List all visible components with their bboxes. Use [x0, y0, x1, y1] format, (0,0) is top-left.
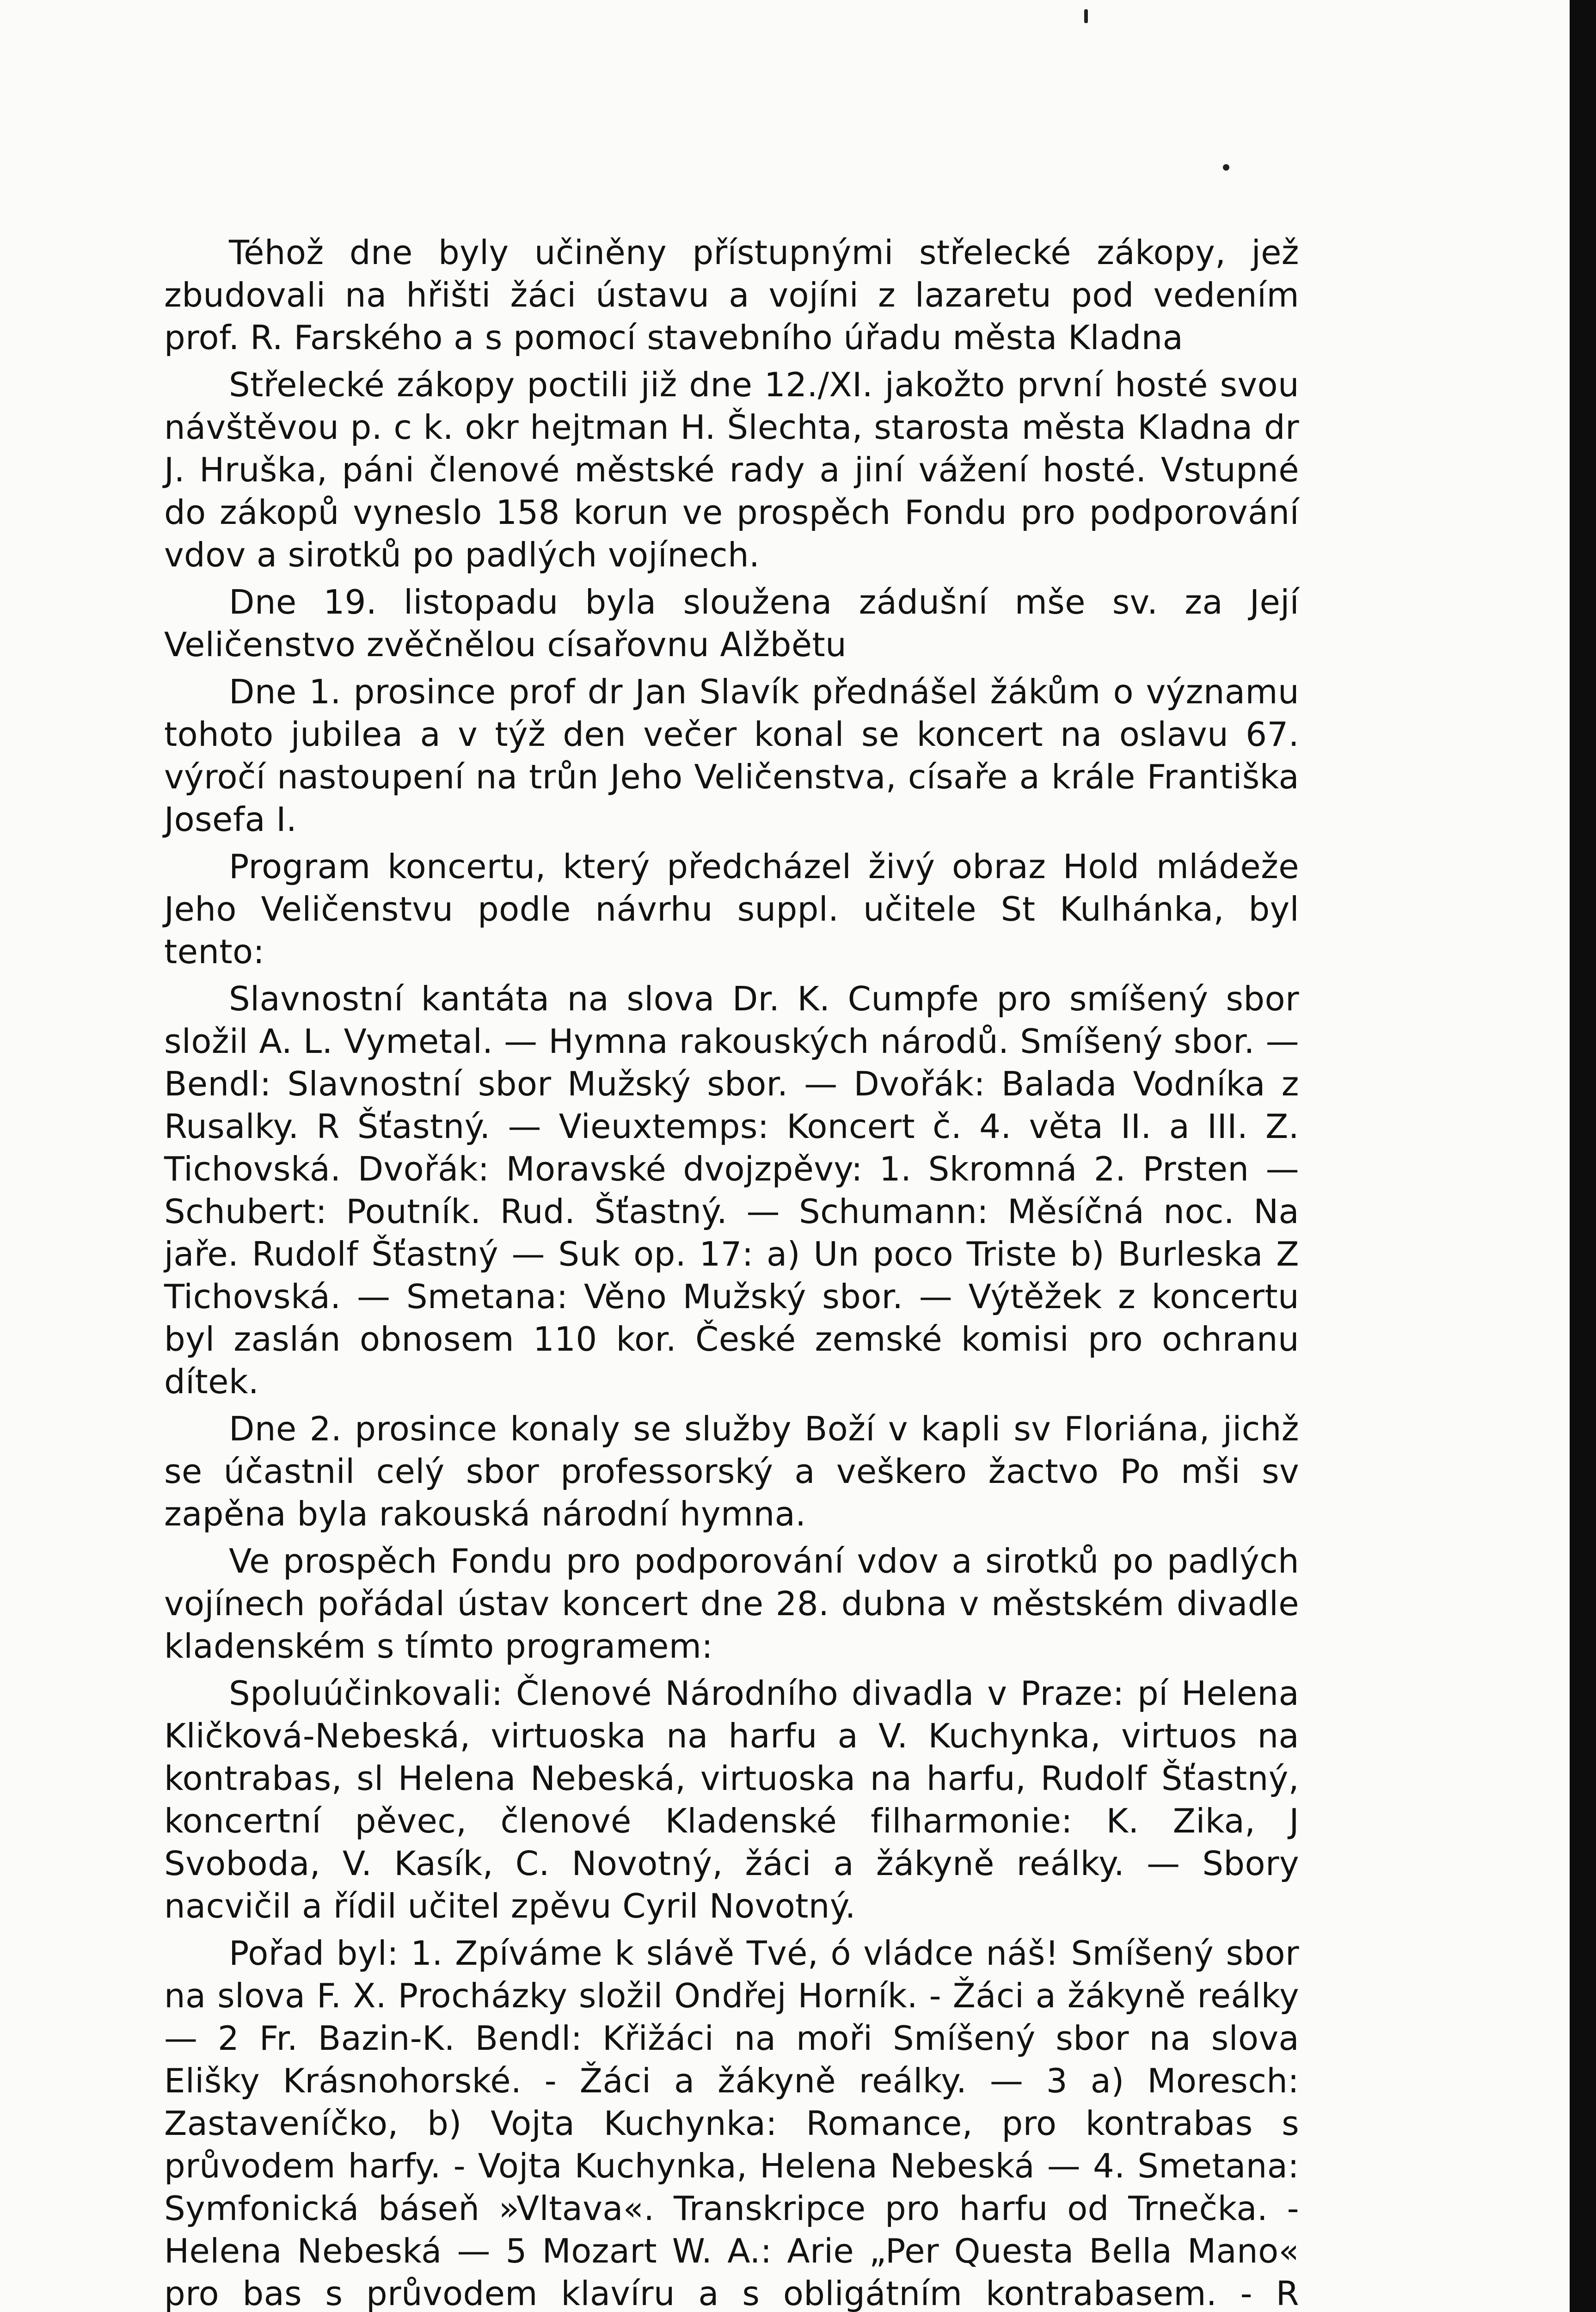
paragraph: Slavnostní kantáta na slova Dr. K. Cumpfe pro smíšený sbor složil A. L. Vymetal. — Hymna rakouských národů. Smíšený sbor. — Bendl: Slavnostní sbor Mužský sbor. — Dvořák: Balada Vodníka z Rusalky. R Šťastný. — Vieuxtemps: Koncert č. 4. věta II. a III. Z. Tichovská. Dvořák: Moravské dvojzpěvy: 1. Skromná 2. Prsten — Schubert: Poutník. Rud. Šťastný. — Schumann: Měsíčná noc. Na jaře. Rudolf Šťastný — Suk op. 17: a) Un poco Triste b) Burleska Z Tichovská. — Smetana: Věno Mužský sbor. — Výtěžek z koncertu byl zaslán obnosem 110 kor. České zemské komisi pro ochranu dítek.: [164, 979, 1299, 1401]
paragraph: Ve prospěch Fondu pro podporování vdov a sirotků po padlých vojínech pořádal ústav koncert dne 28. dubna v městském divadle kladenském s tímto programem:: [164, 1542, 1299, 1666]
paragraph: Dne 2. prosince konaly se služby Boží v kapli sv Floriána, jichž se účastnil celý sbor professorský a veškero žactvo Po mši sv zapěna byla rakouská národní hymna.: [164, 1409, 1299, 1533]
paragraph: Dne 19. listopadu byla sloužena zádušní mše sv. za Její Veličenstvo zvěčnělou císařovnu Alžbětu: [164, 583, 1299, 664]
scan-edge-right: [1570, 0, 1596, 2312]
body-text: [164, 231, 1299, 2312]
speck-mark: [1084, 9, 1088, 23]
speck-mark: [1223, 164, 1229, 171]
paragraph: Pořad byl: 1. Zpíváme k slávě Tvé, ó vládce náš! Smíšený sbor na slova F. X. Procházky složil Ondřej Horník. - Žáci a žákyně reálky — 2 Fr. Bazin-K. Bendl: Křižáci na moři Smíšený sbor na slova Elišky Krásnohorské. - Žáci a žákyně reálky. — 3 a) Moresch: Zastaveníčko, b) Vojta Kuchynka: Romance, pro kontrabas s průvodem harfy. - Vojta Kuchynka, Helena Nebeská — 4. Smetana: Symfonická báseň »Vltava«. Transkripce pro harfu od Trnečka. - Helena Nebeská — 5 Mozart W. A.: Arie „Per Questa Bella Mano« pro bas s průvodem klavíru a s obligátním kontrabasem. - R: [164, 1934, 1299, 2312]
paragraph: Téhož dne byly učiněny přístupnými střelecké zákopy, jež zbudovali na hřišti žáci ústavu a vojíni z lazaretu pod vedením prof. R. Farského a s pomocí stavebního úřadu města Kladna: [164, 233, 1299, 357]
paragraph: Program koncertu, který předcházel živý obraz Hold mládeže Jeho Veličenstvu podle návrhu suppl. učitele St Kulhánka, byl tento:: [164, 847, 1299, 971]
paragraph: Spoluúčinkovali: Členové Národního divadla v Praze: pí Helena Kličková-Nebeská, virtuoska na harfu a V. Kuchynka, virtuos na kontrabas, sl Helena Nebeská, virtuoska na harfu, Rudolf Šťastný, koncertní pěvec, členové Kladenské filharmonie: K. Zika, J Svoboda, V. Kasík, C. Novotný, žáci a žákyně reálky. — Sbory nacvičil a řídil učitel zpěvu Cyril Novotný.: [164, 1674, 1299, 1925]
paragraph: Střelecké zákopy poctili již dne 12./XI. jakožto první hosté svou návštěvou p. c k. okr hejtman H. Šlechta, starosta města Kladna dr J. Hruška, páni členové městské rady a jiní vážení hosté. Vstupné do zákopů vyneslo 158 korun ve prospěch Fondu pro podporování vdov a sirotků po padlých vojínech.: [164, 365, 1299, 574]
paragraph: Dne 1. prosince prof dr Jan Slavík přednášel žákům o významu tohoto jubilea a v týž den večer konal se koncert na oslavu 67. výročí nastoupení na trůn Jeho Veličenstva, císaře a krále Františka Josefa I.: [164, 672, 1299, 839]
